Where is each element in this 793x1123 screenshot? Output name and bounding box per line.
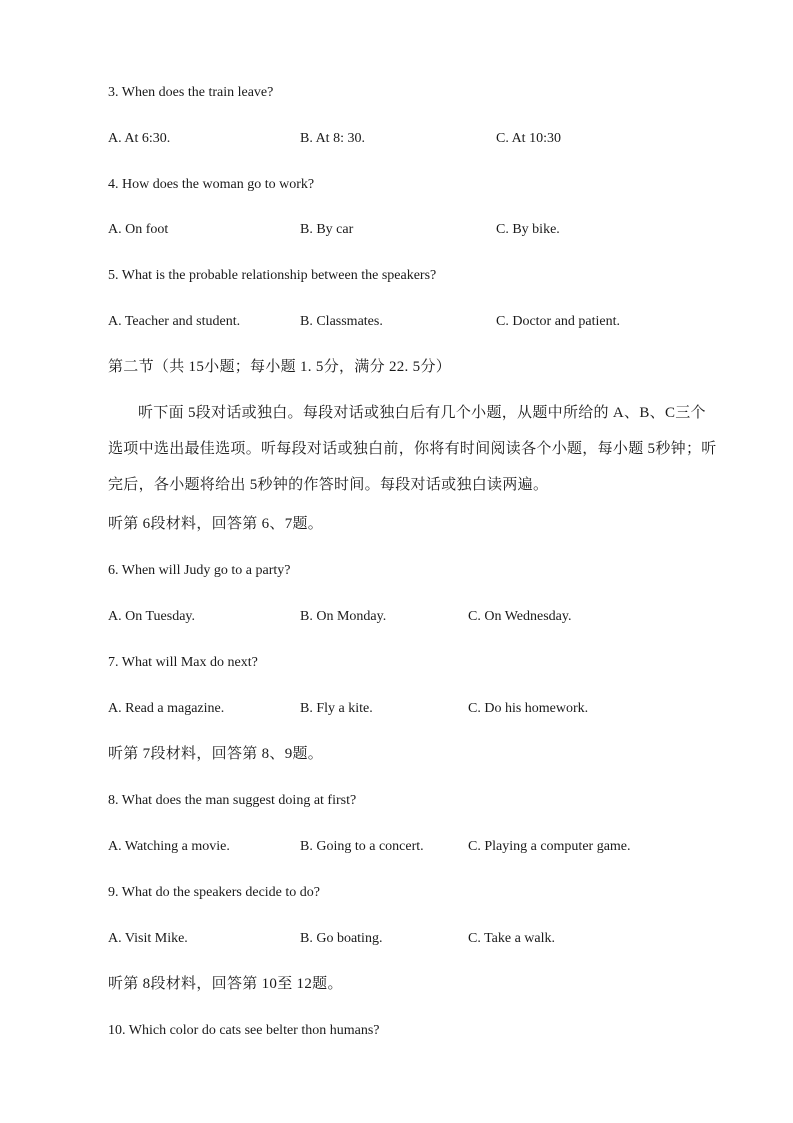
question-8-option-a: A. Watching a movie.	[108, 839, 230, 854]
question-5-option-a: A. Teacher and student.	[108, 314, 241, 329]
question-3-stem: 3. When does the train leave?	[108, 85, 274, 100]
question-6-stem: 6. When will Judy go to a party?	[108, 563, 291, 578]
material-7-heading: 听第 7段材料，回答第 8、9题。	[108, 746, 324, 762]
question-9-option-b: B. Go boating.	[300, 931, 383, 946]
question-7-option-c: C. Do his homework.	[468, 701, 589, 716]
question-3-option-b: B. At 8: 30.	[300, 131, 365, 146]
question-5-option-c: C. Doctor and patient.	[496, 314, 621, 329]
material-6-heading: 听第 6段材料，回答第 6、7题。	[108, 516, 324, 532]
question-4-stem: 4. How does the woman go to work?	[108, 177, 315, 192]
question-4-option-a: A. On foot	[108, 222, 169, 237]
question-3-option-c: C. At 10:30	[496, 131, 561, 146]
question-6-option-b: B. On Monday.	[300, 609, 387, 624]
question-9-option-c: C. Take a walk.	[468, 931, 556, 946]
question-10-stem: 10. Which color do cats see belter thon humans?	[108, 1023, 380, 1038]
question-6-option-c: C. On Wednesday.	[468, 609, 572, 624]
question-4-option-b: B. By car	[300, 222, 354, 237]
question-9-stem: 9. What do the speakers decide to do?	[108, 885, 321, 900]
question-8-stem: 8. What does the man suggest doing at first?	[108, 793, 357, 808]
section-2-title: 第二节（共 15小题；每小题 1. 5分，满分 22. 5分）	[108, 359, 452, 375]
question-9-option-a: A. Visit Mike.	[108, 931, 188, 946]
material-8-heading: 听第 8段材料，回答第 10至 12题。	[108, 976, 343, 992]
question-7-option-a: A. Read a magazine.	[108, 701, 225, 716]
question-6-option-a: A. On Tuesday.	[108, 609, 195, 624]
question-8-option-c: C. Playing a computer game.	[468, 839, 631, 854]
question-5-option-b: B. Classmates.	[300, 314, 383, 329]
question-5-stem: 5. What is the probable relationship between the speakers?	[108, 268, 437, 283]
question-3-option-a: A. At 6:30.	[108, 131, 171, 146]
question-8-option-b: B. Going to a concert.	[300, 839, 424, 854]
section-2-instructions: 听下面 5段对话或独白。每段对话或独白后有几个小题，从题中所给的 A、B、C三个选项中选出最佳选项。听每段对话或独白前，你将有时间阅读各个小题，每小题 5秒钟；听完后，各小题将给出 5秒钟的作答时间。每段对话或独白读两遍。	[108, 405, 717, 493]
question-7-stem: 7. What will Max do next?	[108, 655, 258, 670]
question-7-option-b: B. Fly a kite.	[300, 701, 373, 716]
question-4-option-c: C. By bike.	[496, 222, 560, 237]
